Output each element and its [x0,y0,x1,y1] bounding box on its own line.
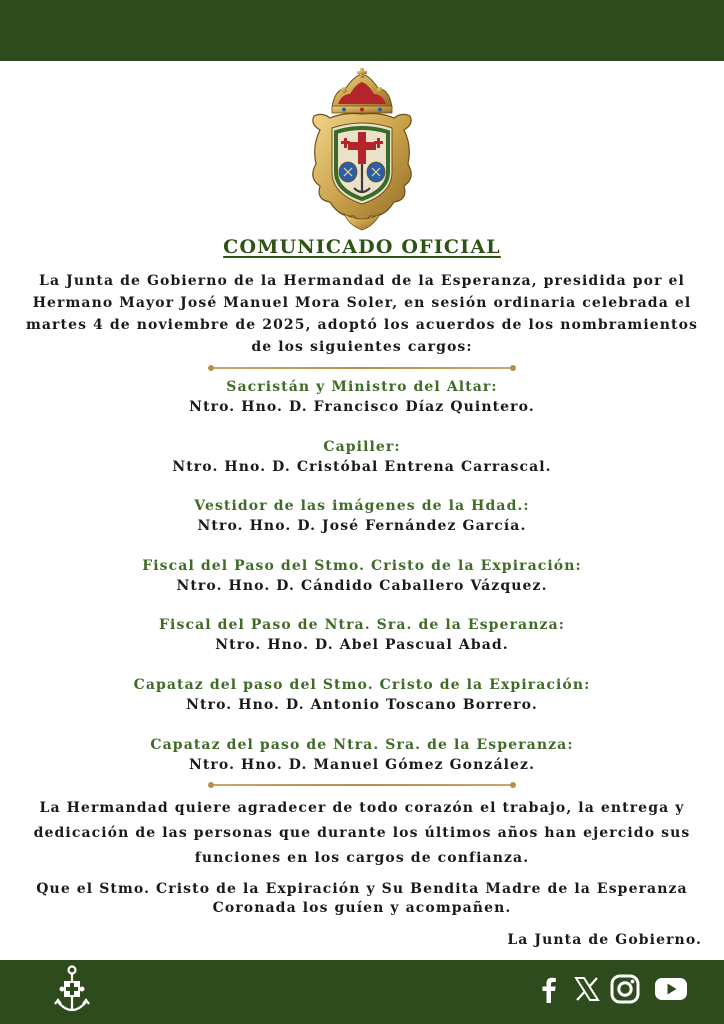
appointment-item [0,556,724,616]
appointment-name: Ntro. Hno. D. Cristóbal Entrena Carrascal. [172,458,552,475]
gold-divider-bottom [208,782,516,788]
appointment-role: Vestidor de las imágenes de la Hdad.: [194,498,530,515]
facebook-icon[interactable] [532,972,566,1006]
intro-paragraph: La Junta de Gobierno de la Hermandad de la Esperanza, presidida por el Hermano Mayor José Manuel Mora Soler, en sesión ordinaria celebrada el martes 4 de noviembre de 2025, adoptó los acuerdos de los nombramientos de los siguientes cargos: [25,273,699,355]
appointments-list [0,377,724,794]
prayer-paragraph [20,880,704,918]
thanks-line: funciones en los cargos de confianza. [194,850,530,866]
thanks-paragraph [20,796,704,871]
brotherhood-crest-icon [304,68,420,232]
appointment-name: Ntro. Hno. D. Francisco Díaz Quintero. [189,399,535,415]
appointment-role: Capiller: [323,438,401,455]
gold-divider-top [208,365,516,371]
appointment-name: Ntro. Hno. D. José Fernández García. [197,518,527,535]
youtube-icon[interactable] [654,972,688,1006]
appointment-name: Ntro. Hno. D. Manuel Gómez González. [188,756,536,773]
thanks-line: La Hermandad quiere agradecer de todo corazón el trabajo, la entrega y [39,800,685,816]
appointment-item [0,675,724,735]
x-icon[interactable] [570,972,604,1006]
anchor-cross-logo-icon [52,964,92,1018]
signature: La Junta de Gobierno. [507,932,702,948]
instagram-icon[interactable] [608,972,642,1006]
appointment-name: Ntro. Hno. D. Antonio Toscano Borrero. [186,696,538,713]
appointment-item [0,437,724,497]
header-bar [0,0,724,61]
appointment-role: Fiscal del Paso de Ntra. Sra. de la Esperanza: [159,617,565,634]
appointment-name: Ntro. Hno. D. Cándido Caballero Vázquez. [176,577,548,594]
prayer-line: Coronada los guíen y acompañen. [212,900,512,916]
appointment-item [0,377,724,437]
appointment-role: Capataz del paso del Stmo. Cristo de la Expiración: [133,676,591,693]
prayer-line: Que el Stmo. Cristo de la Expiración y Su Bendita Madre de la Esperanza [36,881,688,897]
appointment-role: Fiscal del Paso del Stmo. Cristo de la Expiración: [142,557,582,574]
thanks-line: dedicación de las personas que durante los últimos años han ejercido sus [33,825,691,841]
appointment-item [0,496,724,556]
page-title: COMUNICADO OFICIAL [223,236,501,258]
appointment-role: Capataz del paso de Ntra. Sra. de la Esperanza: [150,736,574,753]
appointment-item [0,615,724,675]
appointment-role: Sacristán y Ministro del Altar: [226,379,498,395]
appointment-name: Ntro. Hno. D. Abel Pascual Abad. [215,637,509,654]
